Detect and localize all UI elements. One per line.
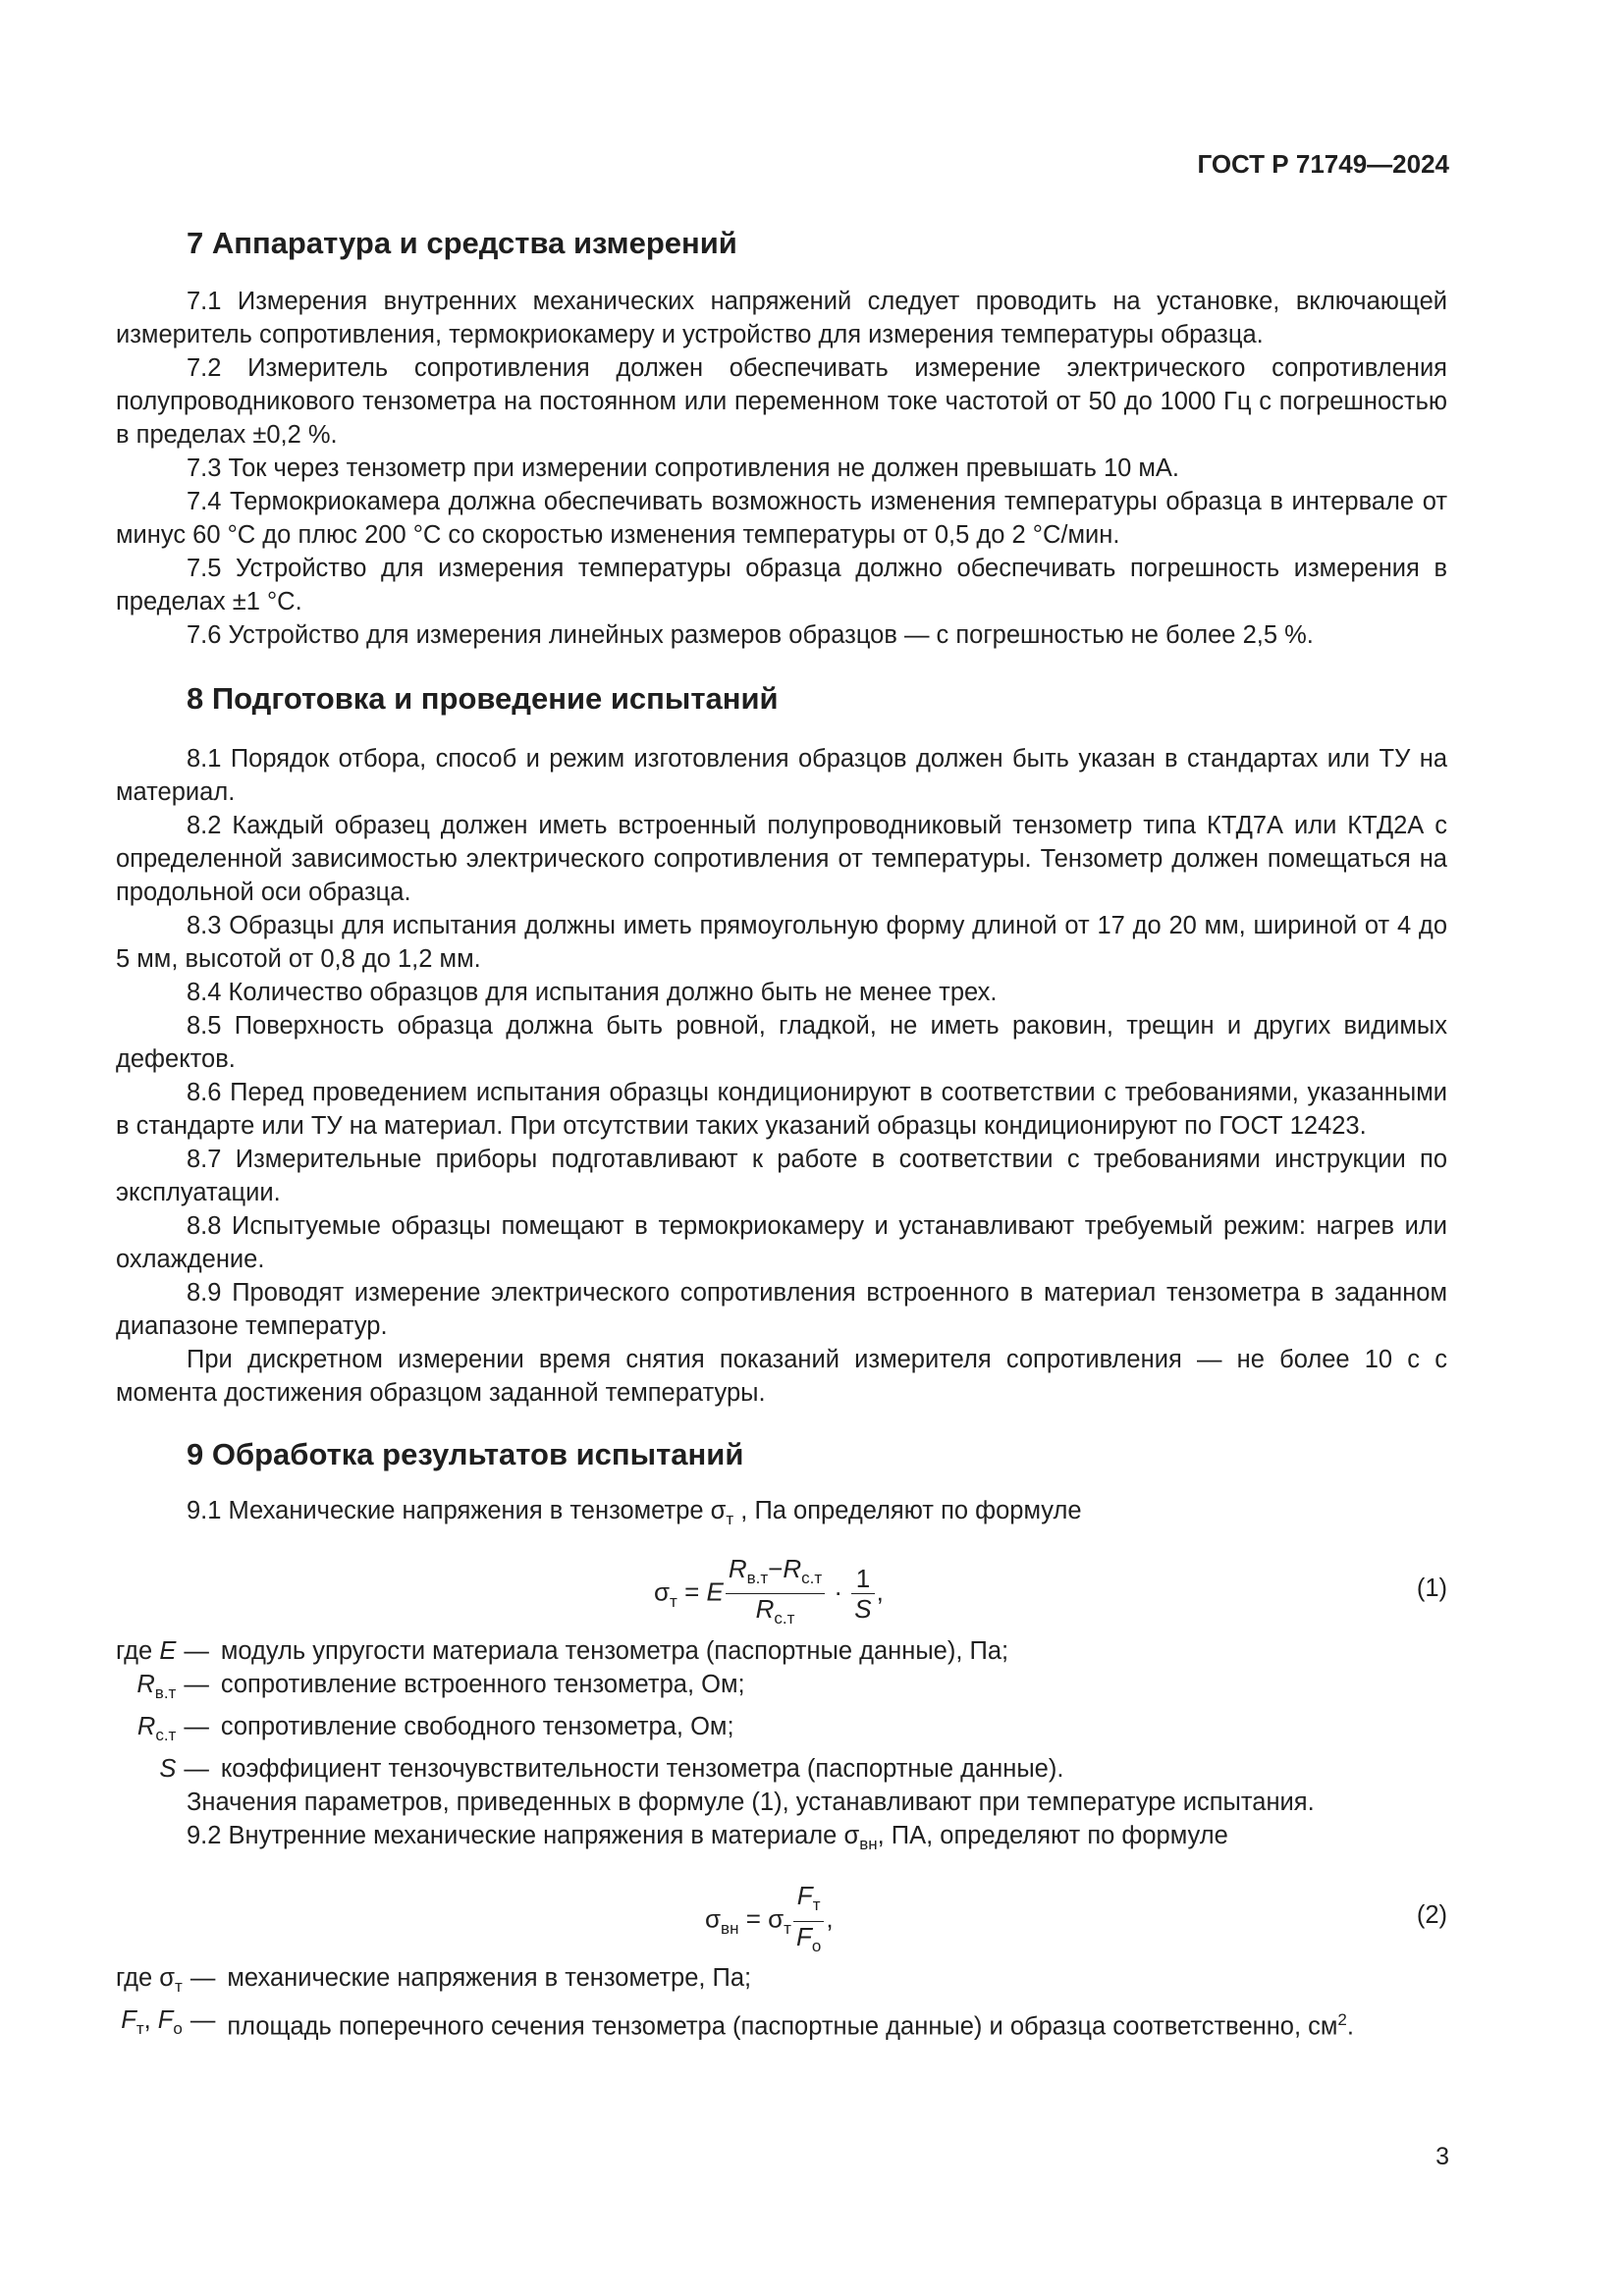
paragraph-8-9-note: При дискретном измерении время снятия показаний измерителя сопротивления — не более 10 с с момента достижения образцом заданной температуры. [116,1346,1447,1407]
values-note: Значения параметров, приведенных в формуле (1), устанавливают при температуре испытания. [187,1789,1315,1817]
paragraph-8-9: 8.9 Проводят измерение электрического сопротивления встроенного в материал тензометра в заданном диапазоне температур. [116,1279,1447,1340]
paragraph-7-5: 7.5 Устройство для измерения температуры образца должно обеспечивать погрешность измерения в пределах ±1 °C. [116,555,1447,615]
formula-1-fraction-main: $\frac{R_{в.т}-R_{с.т}}{R_{с.т}}$ [726,1554,825,1633]
formula-1: $\sigma_т = E$ $\frac{R_{в.т}-R_{с.т}}{R_{с.т}}$ · $\frac{1}{S}$ , [654,1554,884,1633]
section-8-title: 8 Подготовка и проведение испытаний [187,681,779,716]
formula-1-legend [116,1634,1063,1786]
formula-2-fraction: $\frac{F_т}{F_о}$ [793,1881,824,1960]
legend-row: S — коэффициент тензочувствительности тензометра (паспортные данные). [159,1755,1064,1784]
formula-2-row [116,1873,1447,1955]
paragraph-8-8: 8.8 Испытуемые образцы помещают в термокриокамеру и устанавливают требуемый режим: нагрев или охлаждение. [116,1212,1447,1273]
section-7-title: 7 Аппаратура и средства измерений [187,226,737,260]
paragraph-8-3: 8.3 Образцы для испытания должны иметь прямоугольную форму длиной от 17 до 20 мм, шириной от 4 до 5 мм, высотой от 0,8 до 1,2 мм. [116,912,1447,973]
legend-row: где E — модуль упругости материала тензометра (паспортные данные), Па; [116,1637,1009,1666]
legend-row: $F_т$, $F_о$ — площадь поперечного сечения тензометра (паспортные данные) и образца соответственно, $см^2$. [121,2006,1354,2041]
formula-2: $\sigma_{вн} = \sigma_т$ $\frac{F_т}{F_о}$ , [705,1881,834,1960]
paragraph-8-7: 8.7 Измерительные приборы подготавливают к работе в соответствии с требованиями инструкции по эксплуатации. [116,1146,1447,1206]
paragraph-8-5: 8.5 Поверхность образца должна быть ровной, гладкой, не иметь раковин, трещин и других видимых дефектов. [116,1012,1447,1073]
legend-row: $R_{в.т}$ — сопротивление встроенного тензометра, Ом; [136,1671,745,1703]
section-8 [116,679,1447,1410]
paragraph-8-6: 8.6 Перед проведением испытания образцы кондиционируют в соответствии с требованиями, указанными в стандарте или ТУ на материал. При отсутствии таких указаний образцы кондиционируют по ГОСТ 12423. [116,1079,1447,1140]
paragraph-7-1: 7.1 Измерения внутренних механических напряжений следует проводить на установке, включающей измеритель сопротивления, термокриокамеру и устройство для измерения температуры образца. [116,288,1447,348]
paragraph-9-2: 9.2 Внутренние механические напряжения в материале $\sigma_{вн}$, ПА, определяют по формуле [187,1822,1228,1854]
paragraph-8-4: 8.4 Количество образцов для испытания должно быть не менее трех. [187,979,998,1006]
section-7 [116,224,1447,652]
paragraph-7-6: 7.6 Устройство для измерения линейных размеров образцов — с погрешностью не более 2,5 %. [187,621,1314,649]
section-9 [116,1435,1447,2047]
page-content [116,224,1447,2047]
legend-row: $R_{с.т}$ — сопротивление свободного тензометра, Ом; [136,1713,734,1745]
paragraph-7-3: 7.3 Ток через тензометр при измерении сопротивления не должен превышать 10 мА. [187,454,1180,482]
standard-number: ГОСТ Р 71749—2024 [1197,149,1449,179]
paragraph-8-1: 8.1 Порядок отбора, способ и режим изготовления образцов должен быть указан в стандартах или ТУ на материал. [116,745,1447,806]
formula-2-number: (2) [1416,1901,1447,1930]
paragraph-7-2: 7.2 Измеритель сопротивления должен обеспечивать измерение электрического сопротивления полупроводникового тензометра на постоянном или переменном токе частотой от 50 до 1000 Гц с погрешностью в пределах ±0,2 %. [116,354,1447,449]
formula-1-fraction-ratio: $\frac{1}{S}$ [851,1564,874,1624]
paragraph-9-1: 9.1 Механические напряжения в тензометре $\sigma_т$ , Па определяют по формуле [187,1497,1082,1529]
paragraph-8-2: 8.2 Каждый образец должен иметь встроенный полупроводниковый тензометр типа КТД7А или КТД2А с определенной зависимостью электрического сопротивления от температуры. Тензометр должен помещаться на продольной оси образца. [116,812,1447,906]
paragraph-7-4: 7.4 Термокриокамера должна обеспечивать возможность изменения температуры образца в интервале от минус 60 °C до плюс 200 °C со скоростью изменения температуры от 0,5 до 2 °C/мин. [116,488,1447,549]
page-number: 3 [1435,2143,1449,2170]
formula-2-legend [116,1961,1354,2046]
formula-1-row [116,1546,1447,1630]
formula-1-number: (1) [1416,1575,1447,1603]
legend-row: где $\sigma_т$ — механические напряжения в тензометре, Па; [116,1964,752,1997]
section-9-title: 9 Обработка результатов испытаний [187,1437,744,1471]
